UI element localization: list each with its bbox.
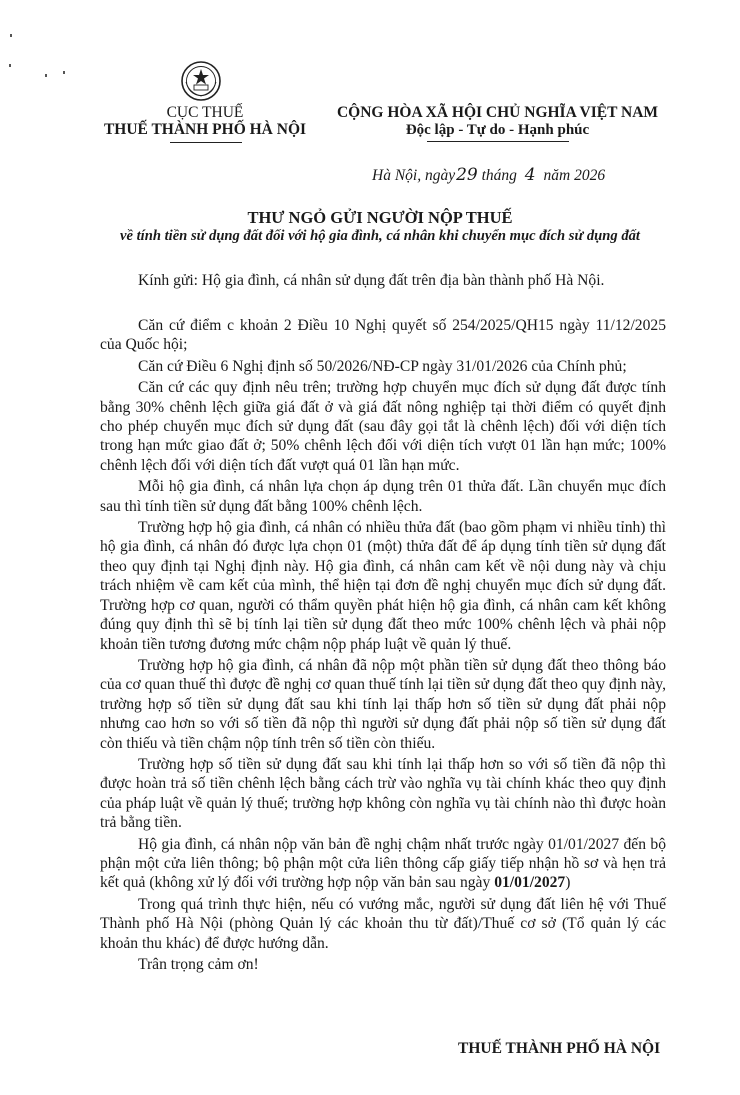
date-line bbox=[372, 165, 605, 185]
deadline-date: 01/01/2027 bbox=[494, 874, 566, 892]
deadline-close: ) bbox=[565, 874, 571, 892]
date-day-handwritten: 29 bbox=[456, 165, 478, 185]
date-month-handwritten: 4 bbox=[524, 165, 536, 185]
body-paragraph-5: Trường hợp hộ gia đình, cá nhân có nhiều thửa đất (bao gồm phạm vi nhiều tỉnh) thì hộ gia đình, cá nhân đó được lựa chọn 01 (một) thửa đất để áp dụng tính tiền sử dụng đất theo quy định tại Nghị định này. Hộ gia đình, cá nhân cam kết về nội dung này và chịu trách nhiệm về cam kết của mình, thể hiện tại đơn đề nghị chuyển mục đích sử dụng đất. Trường hợp cơ quan, người có thẩm quyền phát hiện hộ gia đình, cá nhân cam kết không đúng quy định thì sẽ bị tính lại tiền sử dụng đất theo mức 100% chênh lệch và phải nộp khoản tiền tương đương mức chậm nộp pháp luật về quản lý thuế. bbox=[100, 519, 666, 653]
body-paragraph-7: Trường hợp số tiền sử dụng đất sau khi tính lại thấp hơn so với số tiền đã nộp thì được hoàn trả số tiền chênh lệch bằng cách trừ vào nghĩa vụ tài chính khác theo quy định của pháp luật về quản lý thuế; trường hợp không còn nghĩa vụ tài chính nào thì được hoàn trả bằng tiền. bbox=[100, 755, 666, 832]
motto-underline bbox=[427, 141, 569, 142]
agency-underline bbox=[170, 142, 242, 143]
national-motto: Độc lập - Tự do - Hạnh phúc bbox=[405, 122, 590, 138]
body-paragraph-1: Căn cứ điểm c khoản 2 Điều 10 Nghị quyết số 254/2025/QH15 ngày 11/12/2025 của Quốc hội; bbox=[100, 317, 666, 354]
date-prefix: Hà Nội, ngày bbox=[372, 167, 456, 184]
body-paragraph-deadline bbox=[100, 835, 666, 893]
national-title: CỘNG HÒA XÃ HỘI CHỦ NGHĨA VIỆT NAM bbox=[336, 104, 659, 121]
letter-subtitle: về tính tiền sử dụng đất đối với hộ gia đình, cá nhân khi chuyển mục đích sử dụng đất bbox=[120, 228, 640, 244]
closing-line: Trân trọng cảm ơn! bbox=[138, 956, 259, 973]
date-month-label: tháng bbox=[481, 167, 517, 184]
recipient-line: Kính gửi: Hộ gia đình, cá nhân sử dụng đất trên địa bàn thành phố Hà Nội. bbox=[138, 272, 605, 289]
national-emblem-icon bbox=[180, 60, 222, 102]
body-paragraph-contact: Trong quá trình thực hiện, nếu có vướng mắc, người sử dụng đất liên hệ với Thuế Thành phố Hà Nội (phòng Quản lý các khoản thu từ đất)/Thuế cơ sở (Tổ quản lý các khoản thu khác) để được hướng dẫn. bbox=[100, 895, 666, 952]
signature-block: THUẾ THÀNH PHỐ HÀ NỘI bbox=[458, 1040, 661, 1057]
agency-line1: CỤC THUẾ bbox=[166, 104, 244, 121]
agency-line2: THUẾ THÀNH PHỐ HÀ NỘI bbox=[103, 121, 307, 138]
letter-body bbox=[100, 316, 666, 974]
body-paragraph-2: Căn cứ Điều 6 Nghị định số 50/2026/NĐ-CP ngày 31/01/2026 của Chính phủ; bbox=[138, 357, 627, 375]
letter-title: THƯ NGỎ GỬI NGƯỜI NỘP THUẾ bbox=[247, 208, 513, 227]
deadline-text: Hộ gia đình, cá nhân nộp văn bản đề nghị chậm nhất trước ngày 01/01/2027 đến bộ phận một cửa liên thông; bộ phận một cửa liên thông cấp giấy tiếp nhận hồ sơ và hẹn trả kết quả (không xử lý đối với trường hợp nộp văn bản sau ngày bbox=[100, 835, 666, 892]
body-paragraph-6: Trường hợp hộ gia đình, cá nhân đã nộp một phần tiền sử dụng đất theo thông báo của cơ quan thuế thì được đề nghị cơ quan thuế tính lại tiền sử dụng đất theo quy định này, trường hợp số tiền sử dụng đất sau khi tính lại thấp hơn số tiền sử dụng đất phải nộp nhưng cao hơn so với số tiền đã nộp thì người sử dụng đất phải nộp số tiền sử dụng đất còn thiếu và tiền chậm nộp tính trên số tiền còn thiếu. bbox=[100, 656, 666, 752]
body-paragraph-3: Căn cứ các quy định nêu trên; trường hợp chuyển mục đích sử dụng đất được tính bằng 30% chênh lệch giữa giá đất ở và giá đất nông nghiệp tại thời điểm có quyết định cho phép chuyển mục đích sử dụng đất (sau đây gọi tắt là chênh lệch) đối với diện tích trong hạn mức giao đất ở; 50% chênh lệch đối với diện tích vượt 01 lần hạn mức; 100% chênh lệch đối với diện tích đất vượt quá 01 lần hạn mức. bbox=[100, 379, 666, 474]
body-paragraph-4: Mỗi hộ gia đình, cá nhân lựa chọn áp dụng trên 01 thửa đất. Lần chuyển mục đích sau thì tính tiền sử dụng đất bằng 100% chênh lệch. bbox=[100, 478, 666, 515]
date-year: năm 2026 bbox=[543, 167, 606, 184]
